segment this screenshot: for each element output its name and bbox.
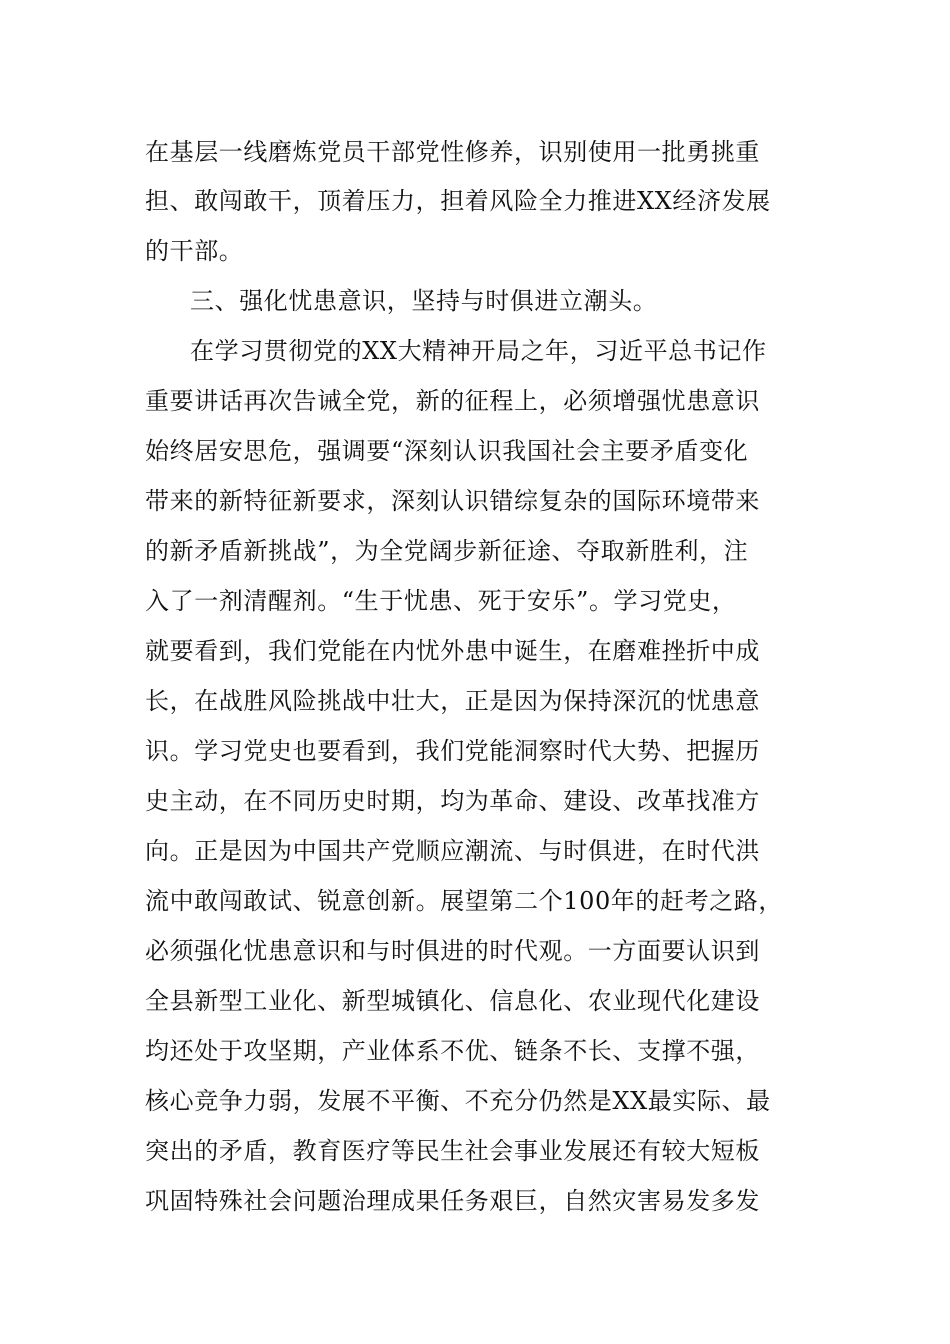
text-line: 全县新型工业化、新型城镇化、信息化、农业现代化建设 [145,987,760,1015]
section-heading: 三、强化忧患意识，坚持与时俱进立潮头。 [190,287,658,315]
text-line: 就要看到，我们党能在内忧外患中诞生，在磨难挫折中成 [145,637,760,665]
text-line: 均还处于攻坚期，产业体系不优、链条不长、支撑不强， [145,1037,760,1065]
text-line: 流中敢闯敢试、锐意创新。展望第二个100年的赶考之路， [145,887,784,915]
text-line: 巩固特殊社会问题治理成果任务艰巨，自然灾害易发多发 [145,1187,760,1215]
text-line: 担、敢闯敢干，顶着压力，担着风险全力推进XX经济发展 [145,187,771,215]
text-line: 重要讲话再次告诫全党，新的征程上，必须增强忧患意识 [145,387,760,415]
text-line: 必须强化忧患意识和与时俱进的时代观。一方面要认识到 [145,937,760,965]
text-line: 识。学习党史也要看到，我们党能洞察时代大势、把握历 [145,737,760,765]
text-line: 核心竞争力弱，发展不平衡、不充分仍然是XX最实际、最 [145,1087,771,1115]
text-line: 在学习贯彻党的XX大精神开局之年，习近平总书记作 [190,337,767,365]
text-line: 史主动，在不同历史时期，均为革命、建设、改革找准方 [145,787,760,815]
text-line: 入了一剂清醒剂。“生于忧患、死于安乐”。学习党史， [145,587,737,615]
text-line: 的干部。 [145,237,244,265]
text-line: 突出的矛盾，教育医疗等民生社会事业发展还有较大短板 [145,1137,760,1165]
text-line: 的新矛盾新挑战”，为全党阔步新征途、夺取新胜利，注 [145,537,749,565]
text-line: 带来的新特征新要求，深刻认识错综复杂的国际环境带来 [145,487,760,515]
text-line: 长，在战胜风险挑战中壮大，正是因为保持深沉的忧患意 [145,687,760,715]
text-line: 向。正是因为中国共产党顺应潮流、与时俱进，在时代洪 [145,837,760,865]
text-line: 在基层一线磨炼党员干部党性修养，识别使用一批勇挑重 [145,138,760,166]
text-line: 始终居安思危，强调要“深刻认识我国社会主要矛盾变化 [145,437,749,465]
